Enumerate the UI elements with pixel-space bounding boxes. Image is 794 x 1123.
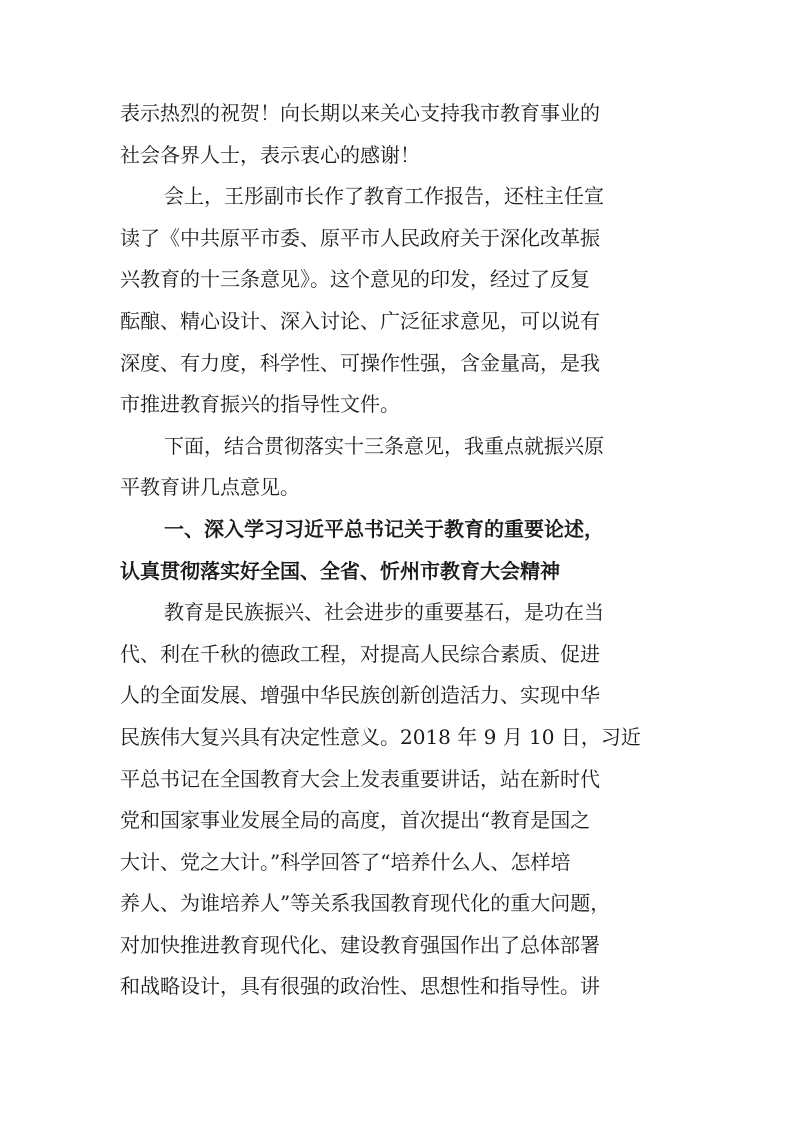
section-heading-line: 一、深入学习习近平总书记关于教育的重要论述， [164, 516, 604, 541]
text-line: 人的全面发展、增强中华民族创新创造活力、实现中华 [120, 683, 600, 708]
paragraph-start-line: 下面，结合贯彻落实十三条意见，我重点就振兴原 [164, 433, 604, 458]
paragraph-start-line: 会上，王彤副市长作了教育工作报告，还柱主任宣 [164, 184, 604, 209]
document-body [120, 93, 665, 1008]
text-line: 兴教育的十三条意见》。这个意见的印发，经过了反复 [120, 267, 590, 292]
text-line: 深度、有力度，科学性、可操作性强，含金量高，是我 [120, 350, 600, 375]
text-line: 党和国家事业发展全局的高度，首次提出“教育是国之 [120, 808, 591, 833]
text-line: 社会各界人士，表示衷心的感谢！ [120, 142, 420, 167]
text-line: 平总书记在全国教育大会上发表重要讲话，站在新时代 [120, 766, 600, 791]
section-heading-line: 认真贯彻落实好全国、全省、忻州市教育大会精神 [120, 558, 560, 583]
text-line: 酝酿、精心设计、深入讨论、广泛征求意见，可以说有 [120, 308, 600, 333]
paragraph-start-line: 教育是民族振兴、社会进步的重要基石，是功在当 [164, 600, 604, 625]
text-line: 读了《中共原平市委、原平市人民政府关于深化改革振 [120, 225, 600, 250]
text-line: 大计、党之大计。”科学回答了“培养什么人、怎样培 [120, 849, 571, 874]
text-line: 养人、为谁培养人”等关系我国教育现代化的重大问题， [120, 891, 611, 916]
text-line: 市推进教育振兴的指导性文件。 [120, 392, 400, 417]
text-line: 和战略设计，具有很强的政治性、思想性和指导性。讲 [120, 974, 600, 999]
text-line: 代、利在千秋的德政工程，对提高人民综合素质、促进 [120, 641, 600, 666]
text-line: 民族伟大复兴具有决定性意义。2018 年 9 月 10 日，习近 [120, 724, 641, 749]
text-line: 表示热烈的祝贺！向长期以来关心支持我市教育事业的 [120, 101, 600, 125]
text-line: 平教育讲几点意见。 [120, 475, 300, 500]
text-line: 对加快推进教育现代化、建设教育强国作出了总体部署 [120, 932, 600, 957]
